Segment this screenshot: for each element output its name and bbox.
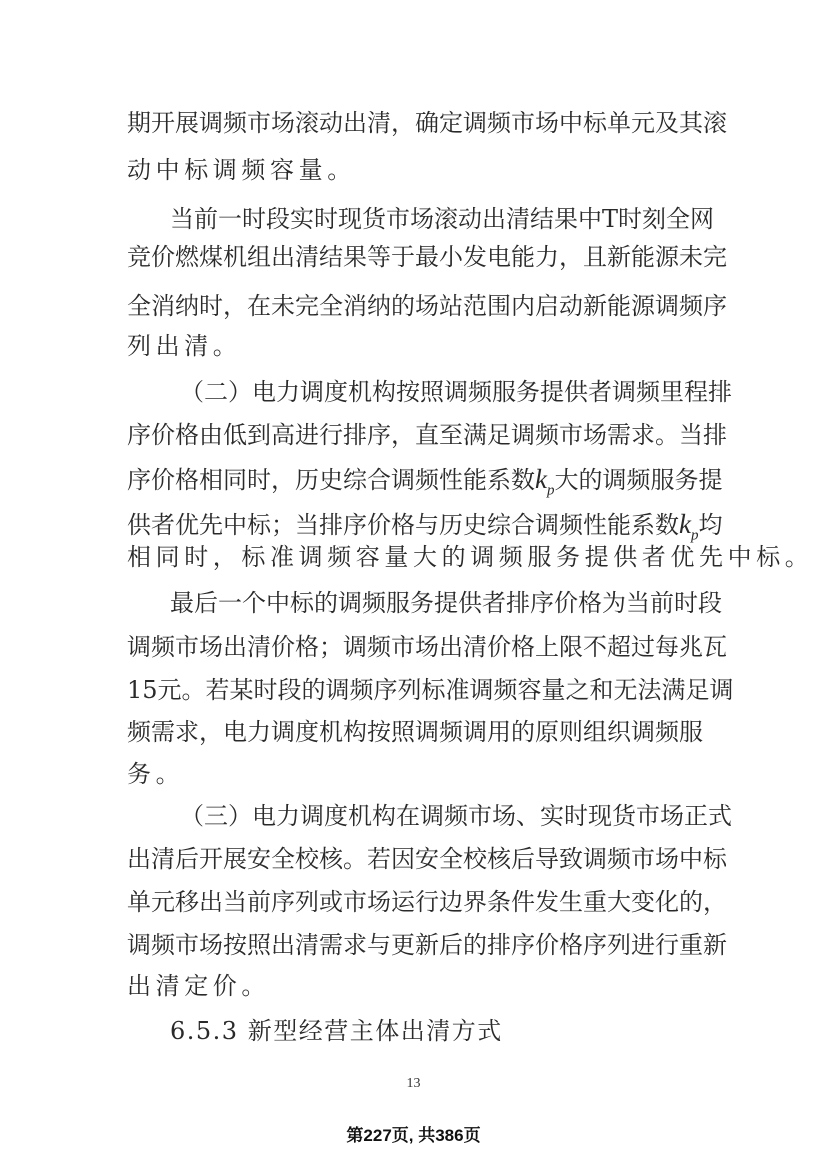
paragraph-line: 务。 <box>127 760 185 788</box>
paragraph-line: 单元移出当前序列或市场运行边界条件发生重大变化的， <box>127 888 727 916</box>
kp-symbol <box>535 464 555 499</box>
paragraph-text: 均 <box>698 511 723 539</box>
paragraph-line: 列出清。 <box>127 332 242 360</box>
page-number: 13 <box>406 1076 421 1091</box>
paragraph-line: 调频市场出清价格；调频市场出清价格上限不超过每兆瓦 <box>127 633 727 661</box>
paragraph-line: 期开展调频市场滚动出清，确定调频市场中标单元及其滚 <box>127 109 727 137</box>
paragraph-line: 相同时，标准调频容量大的调频服务提供者优先中标。 <box>127 543 814 571</box>
paragraph-text: 大的调频服务提 <box>554 466 723 494</box>
page-counter-footer: 第227页, 共386页 <box>346 1126 481 1145</box>
paragraph-line: 序价格由低到高进行排序，直至满足调频市场需求。当排 <box>127 421 727 449</box>
paragraph-line <box>127 462 723 499</box>
kp-symbol-sub: p <box>690 527 699 544</box>
paragraph-text: 序价格相同时，历史综合调频性能系数 <box>127 466 535 494</box>
paragraph-line: 调频市场按照出清需求与更新后的排序价格序列进行重新 <box>127 931 727 959</box>
paragraph-line: 频需求，电力调度机构按照调频调用的原则组织调频服 <box>127 718 703 746</box>
paragraph-line: 竞价燃煤机组出清结果等于最小发电能力，且新能源未完 <box>127 243 727 271</box>
kp-symbol <box>679 509 699 544</box>
kp-symbol-sub: p <box>546 482 555 499</box>
paragraph-line: 出清定价。 <box>127 972 270 1000</box>
kp-symbol-base: k <box>679 509 691 539</box>
paragraph-line: 当前一时段实时现货市场滚动出清结果中T时刻全网 <box>170 205 715 233</box>
paragraph-line: 全消纳时，在未完全消纳的场站范围内启动新能源调频序 <box>127 292 727 320</box>
kp-symbol-base: k <box>535 464 547 494</box>
paragraph-line: 最后一个中标的调频服务提供者排序价格为当前时段 <box>170 589 722 617</box>
paragraph-text: 供者优先中标；当排序价格与历史综合调频性能系数 <box>127 511 679 539</box>
paragraph-line: 15元。若某时段的调频序列标准调频容量之和无法满足调 <box>127 676 734 704</box>
paragraph-line: 动中标调频容量。 <box>127 156 356 184</box>
paragraph-line: （三）电力调度机构在调频市场、实时现货市场正式 <box>180 802 732 830</box>
section-heading: 6.5.3 新型经营主体出清方式 <box>170 1017 503 1045</box>
paragraph-line <box>127 507 723 544</box>
paragraph-line: （二）电力调度机构按照调频服务提供者调频里程排 <box>180 378 732 406</box>
paragraph-line: 出清后开展安全校核。若因安全校核后导致调频市场中标 <box>127 845 727 873</box>
